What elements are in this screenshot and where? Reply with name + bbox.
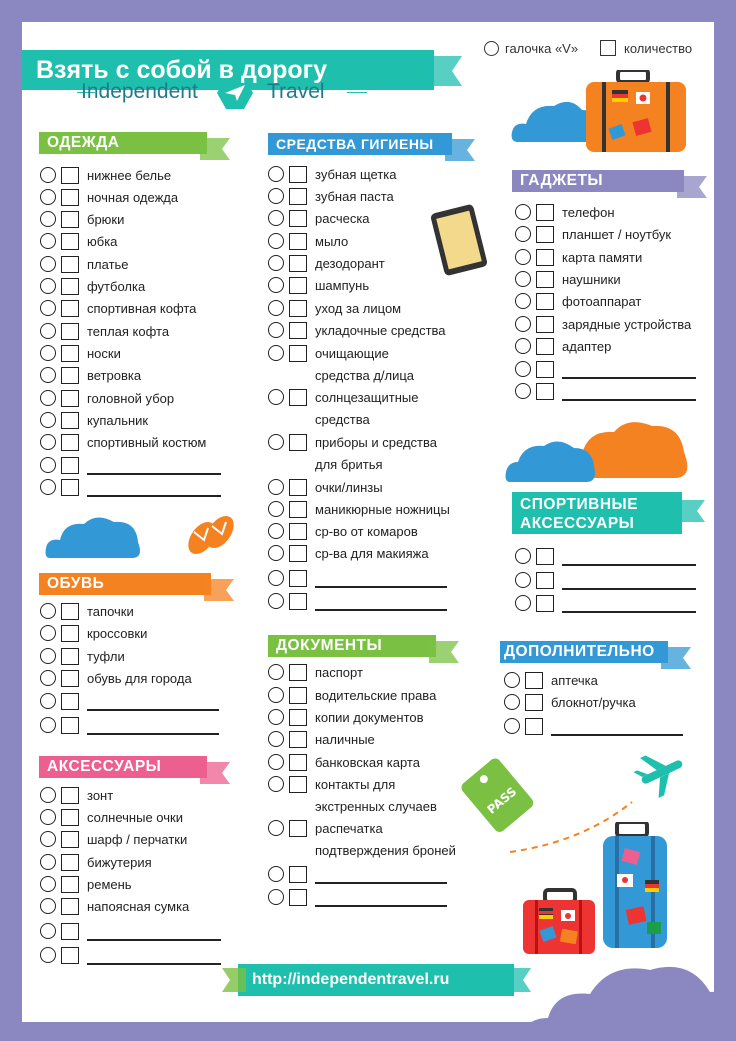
quantity-box[interactable] — [61, 233, 79, 250]
write-line[interactable] — [87, 939, 221, 941]
check-circle[interactable] — [268, 501, 284, 517]
quantity-box[interactable] — [536, 383, 554, 400]
section-gadgets-title: ГАДЖЕТЫ — [520, 172, 604, 189]
quantity-box[interactable] — [289, 389, 307, 406]
check-circle[interactable] — [268, 277, 284, 293]
quantity-box[interactable] — [289, 570, 307, 587]
section-hygiene-title: СРЕДСТВА ГИГИЕНЫ — [276, 136, 434, 152]
blank-item[interactable] — [515, 594, 705, 614]
check-circle[interactable] — [268, 889, 284, 905]
check-circle[interactable] — [40, 603, 56, 619]
check-circle[interactable] — [40, 189, 56, 205]
title-banner — [22, 50, 434, 90]
check-circle[interactable] — [268, 820, 284, 836]
check-circle[interactable] — [268, 345, 284, 361]
check-circle[interactable] — [268, 210, 284, 226]
brand-left: Independent — [81, 80, 198, 103]
check-circle[interactable] — [515, 249, 531, 265]
check-circle[interactable] — [268, 434, 284, 450]
blank-item[interactable] — [515, 571, 705, 591]
quantity-box[interactable] — [61, 947, 79, 964]
check-circle[interactable] — [40, 367, 56, 383]
check-circle[interactable] — [268, 188, 284, 204]
quantity-box[interactable] — [536, 572, 554, 589]
quantity-box[interactable] — [525, 718, 543, 735]
blank-item[interactable] — [268, 888, 458, 908]
quantity-box[interactable] — [289, 345, 307, 362]
quantity-box[interactable] — [61, 300, 79, 317]
quantity-box[interactable] — [289, 889, 307, 906]
quantity-box[interactable] — [61, 412, 79, 429]
check-circle[interactable] — [268, 322, 284, 338]
write-line[interactable] — [315, 609, 447, 611]
quantity-box[interactable] — [536, 271, 554, 288]
check-circle[interactable] — [268, 593, 284, 609]
check-circle[interactable] — [268, 687, 284, 703]
legend-square-label: количество — [624, 41, 693, 56]
check-circle[interactable] — [268, 754, 284, 770]
quantity-box[interactable] — [289, 210, 307, 227]
flip-flops-icon — [182, 510, 242, 556]
section-accessories-title: АКСЕССУАРЫ — [47, 758, 162, 775]
check-circle[interactable] — [515, 204, 531, 220]
quantity-box[interactable] — [536, 338, 554, 355]
blank-item[interactable] — [515, 360, 705, 380]
check-circle[interactable] — [268, 255, 284, 271]
check-circle[interactable] — [268, 776, 284, 792]
quantity-box[interactable] — [61, 189, 79, 206]
quantity-box[interactable] — [61, 923, 79, 940]
check-circle[interactable] — [40, 167, 56, 183]
quantity-box[interactable] — [289, 709, 307, 726]
quantity-box[interactable] — [289, 820, 307, 837]
check-circle[interactable] — [268, 233, 284, 249]
write-line[interactable] — [562, 611, 696, 613]
purple-cloud-icon — [520, 952, 736, 1041]
check-circle[interactable] — [268, 479, 284, 495]
check-circle[interactable] — [40, 479, 56, 495]
section-clothes-title: ОДЕЖДА — [47, 134, 120, 151]
luggage-icon — [517, 822, 687, 954]
section-shoes-title: ОБУВЬ — [47, 575, 105, 592]
quantity-box[interactable] — [61, 479, 79, 496]
cloud-icon — [44, 512, 144, 562]
quantity-box[interactable] — [61, 603, 79, 620]
quantity-box[interactable] — [61, 876, 79, 893]
check-circle[interactable] — [40, 345, 56, 361]
pass-label: PASS — [484, 784, 520, 817]
write-line[interactable] — [562, 588, 696, 590]
check-circle[interactable] — [40, 323, 56, 339]
check-circle[interactable] — [515, 271, 531, 287]
footer-url-banner — [238, 964, 514, 996]
quantity-box[interactable] — [61, 831, 79, 848]
check-circle[interactable] — [40, 211, 56, 227]
quantity-box[interactable] — [61, 390, 79, 407]
quantity-box[interactable] — [536, 595, 554, 612]
check-circle[interactable] — [268, 664, 284, 680]
quantity-box[interactable] — [289, 754, 307, 771]
quantity-box[interactable] — [61, 345, 79, 362]
quantity-box[interactable] — [525, 672, 543, 689]
section-shoes-banner — [39, 573, 211, 595]
section-sport-banner — [512, 492, 682, 534]
check-circle[interactable] — [40, 412, 56, 428]
blank-item[interactable] — [40, 456, 230, 476]
check-circle[interactable] — [268, 709, 284, 725]
write-line[interactable] — [315, 905, 447, 907]
section-sport-title: СПОРТИВНЫЕ АКСЕССУАРЫ — [520, 496, 639, 532]
check-circle[interactable] — [268, 166, 284, 182]
check-circle[interactable] — [40, 648, 56, 664]
quantity-box[interactable] — [289, 434, 307, 451]
blank-item[interactable] — [515, 382, 705, 402]
write-line[interactable] — [315, 882, 447, 884]
check-circle[interactable] — [40, 625, 56, 641]
check-circle[interactable] — [515, 572, 531, 588]
quantity-box[interactable] — [61, 457, 79, 474]
write-line[interactable] — [562, 377, 696, 379]
quantity-box[interactable] — [61, 898, 79, 915]
write-line[interactable] — [315, 586, 447, 588]
blank-item[interactable] — [515, 547, 705, 567]
write-line[interactable] — [87, 963, 221, 965]
clouds-icon — [504, 412, 692, 484]
quantity-box[interactable] — [289, 322, 307, 339]
check-circle[interactable] — [504, 694, 520, 710]
legend-square-icon — [600, 40, 616, 56]
brand-right: Travel — [267, 80, 325, 103]
write-line[interactable] — [87, 473, 221, 475]
blank-item[interactable] — [40, 716, 230, 736]
quantity-box[interactable] — [525, 694, 543, 711]
quantity-box[interactable] — [289, 523, 307, 540]
section-hygiene-banner — [268, 133, 452, 155]
quantity-box[interactable] — [536, 361, 554, 378]
checklist-page: Взять с собой в дорогу галочка «V» количество Independent Travel ОДЕЖДА нижнее белье ночная одежда брюки юбка платье футболка спортивная кофта теплая кофта носки ветровка головной убор купальник спортивный костюм ОБУВЬ тапочки кроссовки туфли обувь для города АКСЕССУАРЫ зонт солнечные очки шарф / перчатки бижутерия ремень напоясная сумка СРЕДСТВА ГИГИЕНЫ зубная щетка зубная паста расческа мыло дезодорант шампунь уход за лицом укладочные средства очищающие средства д/лица солнцезащитные средства приборы и средства для бритья очки/линзы маникюрные ножницы ср-во от комаров ср-ва для макияжа ДОКУМЕНТЫ паспорт водительские права копии документов наличные банковская карта контакты для экстренных случаев распечатка подтверждения броней ГАДЖЕТЫ телефон планшет / ноутбук карта памяти наушники фотоаппарат зарядные устройства адаптер СПОРТИВНЫЕ АКСЕССУАРЫ ДОПОЛНИТЕЛЬНО аптечка блокнот/ручка PASS http://independentravel.ru — [22, 22, 714, 1022]
check-circle[interactable] — [268, 866, 284, 882]
section-documents-banner — [268, 635, 436, 657]
quantity-box[interactable] — [61, 670, 79, 687]
check-circle[interactable] — [268, 389, 284, 405]
page-title: Взять с собой в дорогу — [36, 56, 327, 84]
check-circle[interactable] — [40, 233, 56, 249]
quantity-box[interactable] — [289, 593, 307, 610]
quantity-box[interactable] — [289, 300, 307, 317]
section-extra-title: ДОПОЛНИТЕЛЬНО — [504, 643, 655, 660]
quantity-box[interactable] — [61, 625, 79, 642]
tablet-icon — [427, 202, 497, 282]
check-circle[interactable] — [515, 595, 531, 611]
quantity-box[interactable] — [289, 233, 307, 250]
quantity-box[interactable] — [289, 277, 307, 294]
check-circle[interactable] — [515, 316, 531, 332]
quantity-box[interactable] — [289, 664, 307, 681]
check-circle[interactable] — [515, 338, 531, 354]
check-circle[interactable] — [504, 718, 520, 734]
check-circle[interactable] — [40, 670, 56, 686]
blank-item[interactable] — [40, 922, 230, 942]
write-line[interactable] — [562, 399, 696, 401]
quantity-box[interactable] — [289, 188, 307, 205]
quantity-box[interactable] — [289, 866, 307, 883]
write-line[interactable] — [87, 733, 219, 735]
check-circle[interactable] — [40, 278, 56, 294]
legend-circle-label: галочка «V» — [505, 41, 579, 56]
quantity-box[interactable] — [536, 226, 554, 243]
quantity-box[interactable] — [61, 809, 79, 826]
write-line[interactable] — [551, 734, 683, 736]
quantity-box[interactable] — [61, 278, 79, 295]
blank-item[interactable] — [40, 692, 230, 712]
blank-item[interactable] — [40, 946, 230, 966]
section-extra-banner — [500, 641, 668, 663]
check-circle[interactable] — [40, 256, 56, 272]
check-circle[interactable] — [515, 293, 531, 309]
check-circle[interactable] — [268, 731, 284, 747]
quantity-box[interactable] — [61, 717, 79, 734]
section-gadgets-banner — [512, 170, 684, 192]
quantity-box[interactable] — [289, 776, 307, 793]
check-circle[interactable] — [40, 854, 56, 870]
quantity-box[interactable] — [61, 256, 79, 273]
check-circle[interactable] — [40, 434, 56, 450]
quantity-box[interactable] — [289, 731, 307, 748]
blank-item[interactable] — [268, 569, 458, 589]
quantity-box[interactable] — [289, 545, 307, 562]
check-circle[interactable] — [515, 548, 531, 564]
quantity-box[interactable] — [536, 316, 554, 333]
check-circle[interactable] — [40, 947, 56, 963]
section-clothes-banner — [39, 132, 207, 154]
write-line[interactable] — [87, 709, 219, 711]
quantity-box[interactable] — [536, 548, 554, 565]
quantity-box[interactable] — [61, 367, 79, 384]
quantity-box[interactable] — [61, 854, 79, 871]
blank-item[interactable] — [40, 478, 230, 498]
quantity-box[interactable] — [61, 211, 79, 228]
blank-item[interactable] — [268, 865, 458, 885]
quantity-box[interactable] — [61, 434, 79, 451]
quantity-box[interactable] — [61, 648, 79, 665]
quantity-box[interactable] — [289, 687, 307, 704]
check-circle[interactable] — [40, 923, 56, 939]
quantity-box[interactable] — [536, 249, 554, 266]
quantity-box[interactable] — [61, 787, 79, 804]
legend-circle-icon — [484, 41, 499, 56]
check-circle[interactable] — [515, 383, 531, 399]
check-circle[interactable] — [40, 787, 56, 803]
check-circle[interactable] — [515, 226, 531, 242]
legend — [484, 40, 714, 60]
section-accessories-banner — [39, 756, 207, 778]
suitcase-icon — [580, 70, 690, 156]
blank-item[interactable] — [504, 717, 694, 737]
quantity-box[interactable] — [289, 255, 307, 272]
check-circle[interactable] — [40, 898, 56, 914]
check-circle[interactable] — [515, 361, 531, 377]
check-circle[interactable] — [268, 523, 284, 539]
section-documents-title: ДОКУМЕНТЫ — [276, 637, 383, 654]
write-line[interactable] — [87, 495, 221, 497]
blank-item[interactable] — [268, 592, 458, 612]
check-circle[interactable] — [40, 390, 56, 406]
footer-url[interactable]: http://independentravel.ru — [252, 971, 450, 988]
check-circle[interactable] — [40, 693, 56, 709]
check-circle[interactable] — [504, 672, 520, 688]
check-circle[interactable] — [40, 457, 56, 473]
quantity-box[interactable] — [289, 166, 307, 183]
quantity-box[interactable] — [289, 479, 307, 496]
check-circle[interactable] — [268, 300, 284, 316]
write-line[interactable] — [562, 564, 696, 566]
check-circle[interactable] — [40, 831, 56, 847]
quantity-box[interactable] — [61, 167, 79, 184]
check-circle[interactable] — [268, 545, 284, 561]
quantity-box[interactable] — [536, 204, 554, 221]
check-circle[interactable] — [40, 876, 56, 892]
quantity-box[interactable] — [536, 293, 554, 310]
check-circle[interactable] — [40, 809, 56, 825]
check-circle[interactable] — [40, 717, 56, 733]
check-circle[interactable] — [268, 570, 284, 586]
quantity-box[interactable] — [289, 501, 307, 518]
check-circle[interactable] — [40, 300, 56, 316]
quantity-box[interactable] — [61, 323, 79, 340]
quantity-box[interactable] — [61, 693, 79, 710]
